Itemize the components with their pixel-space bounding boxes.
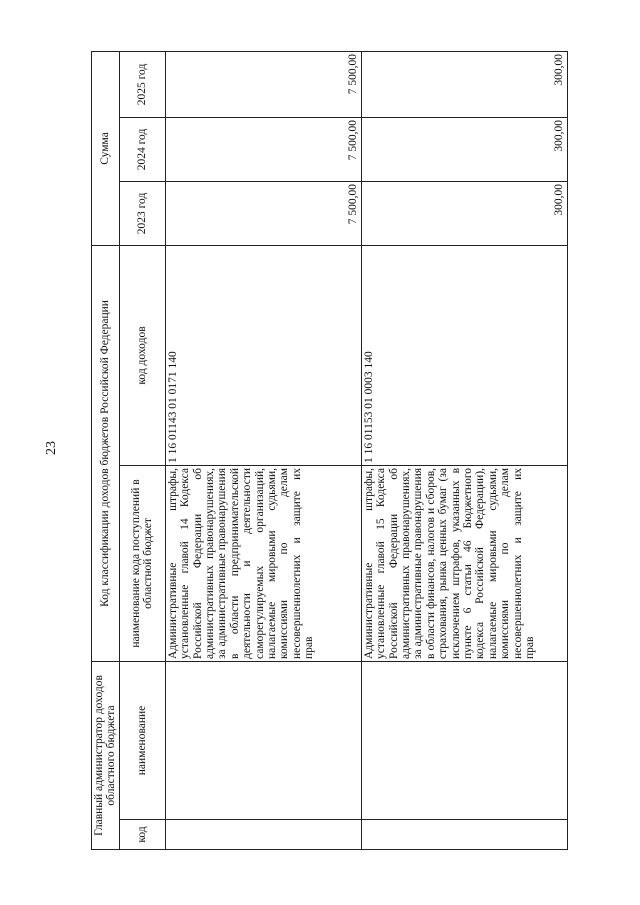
row-code [361,820,567,850]
header-admin-group: Главный администратор доходов областного бюджета [92,661,120,849]
page-number: 23 [44,441,59,455]
row-income-code: 1 16 01143 01 0171 140 [165,245,361,465]
row-value-2025: 300,00 [361,51,567,117]
row-value-2023: 300,00 [361,181,567,245]
header-2025: 2025 год [119,51,165,117]
row-code [165,820,361,850]
header-code: код [119,820,165,850]
header-row-top [92,51,120,849]
header-2023: 2023 год [119,181,165,245]
row-income-name: Административные штрафы, установленные главой 14 Кодекса Российской Федерации об административных правонарушениях, за административные правонарушения в области предпринимательской деятельности и деятельности саморегулируемых организаций, налагаемые мировыми судьями, комиссиями по делам несовершеннолетних и защите их прав [165,465,361,661]
row-value-2024: 300,00 [361,117,567,181]
header-sum-group: Сумма [92,51,120,245]
header-row-bottom [119,51,165,849]
budget-income-table [91,51,568,850]
header-name: наименование [119,661,165,819]
table-row [361,51,567,849]
row-name [361,661,567,819]
row-value-2024: 7 500,00 [165,117,361,181]
row-value-2025: 7 500,00 [165,51,361,117]
rotated-table-container [91,52,566,850]
row-income-code: 1 16 01153 01 0003 140 [361,245,567,465]
row-name [165,661,361,819]
row-income-name: Административные штрафы, установленные главой 15 Кодекса Российской Федерации об административных правонарушениях, за административные правонарушения в области финансов, налогов и сборов, страхования, рынка ценных бумаг (за исключением штрафов, указанных в пункте 6 статьи 46 Бюджетного кодекса Российской Федерации), налагаемые мировыми судьями, комиссиями по делам несовершеннолетних и защите их прав [361,465,567,661]
header-2024: 2024 год [119,117,165,181]
header-income-name: наименование кода поступлений в областной бюджет [119,465,165,661]
header-classification-group: Код классификации доходов бюджетов Российской Федерации [92,245,120,661]
row-value-2023: 7 500,00 [165,181,361,245]
header-income-code: код доходов [119,245,165,465]
table-row [165,51,361,849]
